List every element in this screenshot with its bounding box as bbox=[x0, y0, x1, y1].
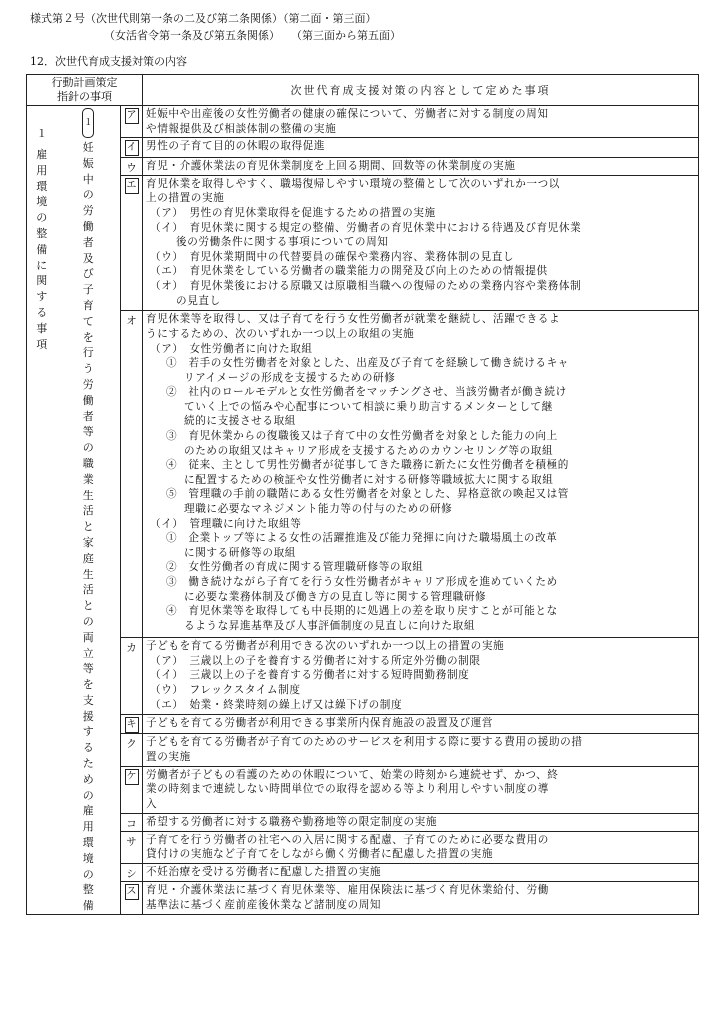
item-text-line: （イ） 三歳以上の子を養育する労働者に対する短時間勤務制度 bbox=[150, 669, 470, 682]
item-mark-cell bbox=[121, 311, 143, 638]
item-text-line: の見直し bbox=[176, 294, 221, 307]
item-text-line: 貸付けの実施など子育てをしながら働く労働者に配慮した措置の実施 bbox=[146, 848, 494, 861]
table-row bbox=[27, 138, 699, 157]
item-mark: シ bbox=[126, 868, 137, 881]
table-row bbox=[27, 106, 699, 138]
category-label: 雇 用 環 境 の 整 備 に 関 す る 事 項 bbox=[36, 148, 48, 351]
item-text-line: リアイメージの形成を支援するための研修 bbox=[184, 371, 396, 384]
item-text-line: ⑤ 管理職の手前の職階にある女性労働者を対象とした、昇格意欲の喚起又は管 bbox=[166, 488, 569, 501]
item-text-line: 続的に支援させる取組 bbox=[184, 415, 296, 428]
item-text-line: うにするための、次のいずれか一つ以上の取組の実施 bbox=[146, 327, 415, 340]
item-text-line: （エ） 育児休業をしている労働者の職業能力の開発及び向上のための情報提供 bbox=[150, 265, 548, 278]
item-text-line: 後の労働条件に関する事項についての周知 bbox=[176, 236, 389, 249]
subcategory-cell bbox=[57, 106, 121, 915]
item-mark-boxed: キ bbox=[125, 717, 139, 733]
item-text-line: 子どもを育てる労働者が利用できる事業所内保育施設の設置及び運営 bbox=[146, 716, 494, 729]
table-row bbox=[27, 864, 699, 882]
item-mark-boxed: ス bbox=[125, 884, 139, 900]
item-text-line: 子どもを育てる労働者が利用できる次のいずれか一つ以上の措置の実施 bbox=[146, 640, 505, 653]
table-row bbox=[27, 766, 699, 813]
subcategory-label: 妊 娠 中 の 労 働 者 及 び 子 育 て を 行 う 労 働 者 等 の 職 業 生 活 と 家 庭 生 活 と の 両 立 等 を 支 援 す る た め の 雇 用 環 境 の 整 備 bbox=[82, 141, 94, 913]
item-mark: オ bbox=[126, 315, 137, 328]
item-text-line: （ウ） フレックスタイム制度 bbox=[150, 684, 301, 697]
item-content-cell bbox=[143, 813, 699, 831]
item-mark-cell bbox=[121, 638, 143, 715]
table-row bbox=[27, 714, 699, 733]
item-text-line: （ア） 男性の育児休業取得を促進するための措置の実施 bbox=[150, 206, 436, 219]
item-text-line: （オ） 育児休業後における原職又は原職相当職への復帰のための業務内容や業務体制 bbox=[150, 279, 582, 292]
item-text-line: ② 女性労働者の育成に関する管理職研修等の取組 bbox=[166, 561, 424, 574]
guideline-header-line1: 行動計画策定 bbox=[51, 76, 118, 89]
item-text-line: （イ） 育児休業に関する規定の整備、労働者の育児休業中における待遇及び育児休業 bbox=[150, 221, 582, 234]
table-row bbox=[27, 882, 699, 915]
guideline-header-line2: 指針の事項 bbox=[57, 90, 112, 103]
item-mark-cell bbox=[121, 157, 143, 175]
item-mark-cell bbox=[121, 831, 143, 863]
item-mark-cell bbox=[121, 813, 143, 831]
table-row bbox=[27, 157, 699, 175]
table-row bbox=[27, 734, 699, 766]
item-mark: コ bbox=[126, 817, 137, 830]
item-mark-cell bbox=[121, 766, 143, 813]
subcategory-number: １ bbox=[82, 108, 94, 138]
table-header-row bbox=[27, 75, 699, 106]
item-content-cell bbox=[143, 175, 699, 311]
item-mark: カ bbox=[126, 642, 137, 655]
item-text-line: 子どもを育てる労働者が子育てのためのサービスを利用する際に要する費用の援助の措 bbox=[146, 736, 583, 749]
item-text-line: （イ） 管理職に向けた取組等 bbox=[150, 517, 302, 530]
item-text-line: 不妊治療を受ける労働者に配慮した措置の実施 bbox=[146, 866, 382, 879]
item-mark-cell bbox=[121, 864, 143, 882]
item-text-line: や情報提供及び相談体制の整備の実施 bbox=[146, 122, 337, 135]
item-text-line: ③ 育児休業からの復職後又は子育て中の女性労働者を対象とした能力の向上 bbox=[166, 430, 558, 443]
item-mark-cell bbox=[121, 734, 143, 766]
item-text-line: ② 社内のロールモデルと女性労働者をマッチングさせ、当該労働者が働き続け bbox=[166, 386, 567, 399]
item-text-line: （エ） 始業・終業時刻の繰上げ又は繰下げの制度 bbox=[150, 698, 403, 711]
item-content-cell bbox=[143, 311, 699, 638]
item-text-line: 子育てを行う労働者の社宅への入居に関する配慮、子育てのために必要な費用の bbox=[146, 833, 549, 846]
item-mark-cell bbox=[121, 882, 143, 915]
item-mark-cell bbox=[121, 175, 143, 311]
item-text-line: るような昇進基準及び人事評価制度の見直しに向けた取組 bbox=[184, 619, 476, 632]
item-text-line: （ア） 三歳以上の子を養育する労働者に対する所定外労働の制限 bbox=[150, 654, 481, 667]
item-mark-boxed: エ bbox=[125, 178, 139, 194]
table-row bbox=[27, 638, 699, 715]
item-content-cell bbox=[143, 714, 699, 733]
item-content-cell bbox=[143, 106, 699, 138]
item-text-line: 入 bbox=[146, 797, 158, 810]
category-cell bbox=[27, 106, 57, 915]
item-text-line: （ア） 女性労働者に向けた取組 bbox=[150, 342, 313, 355]
item-content-cell bbox=[143, 638, 699, 715]
item-mark-boxed: イ bbox=[125, 140, 139, 156]
item-text-line: 置の実施 bbox=[146, 750, 191, 763]
item-text-line: 育児・介護休業法の育児休業制度を上回る期間、回数等の休業制度の実施 bbox=[146, 159, 516, 172]
table-row bbox=[27, 831, 699, 863]
category-number: １ bbox=[36, 128, 48, 140]
item-text-line: （ウ） 育児休業期間中の代替要員の確保や業務内容、業務体制の見直し bbox=[150, 250, 515, 263]
item-mark: サ bbox=[126, 835, 137, 848]
item-content-cell bbox=[143, 864, 699, 882]
item-mark-cell bbox=[121, 138, 143, 157]
item-mark-cell bbox=[121, 106, 143, 138]
form-number-line: 様式第２号（次世代則第一条の二及び第二条関係）（第二面・第三面） bbox=[30, 12, 377, 25]
item-text-line: 希望する労働者に対する職務や勤務地等の限定制度の実施 bbox=[146, 815, 438, 828]
item-mark-cell bbox=[121, 714, 143, 733]
item-text-line: に配置するための検証や女性労働者に対する研修等職域拡大に関する取組 bbox=[184, 473, 554, 486]
item-text-line: 上の措置の実施 bbox=[146, 192, 225, 205]
item-text-line: 男性の子育て目的の休暇の取得促進 bbox=[146, 140, 326, 153]
item-text-line: ていく上での悩みや心配事について相談に乗り助言するメンターとして継 bbox=[184, 400, 553, 413]
item-content-cell bbox=[143, 734, 699, 766]
item-mark: ウ bbox=[126, 161, 137, 174]
item-mark: ク bbox=[126, 738, 137, 751]
item-text-line: ④ 従来、主として男性労働者が従事してきた職務に新たに女性労働者を積極的 bbox=[166, 459, 569, 472]
item-content-cell bbox=[143, 766, 699, 813]
item-text-line: 育児休業を取得しやすく、職場復帰しやすい環境の整備として次のいずれか一つ以 bbox=[146, 177, 560, 190]
table-row bbox=[27, 175, 699, 311]
guideline-header-cell bbox=[27, 75, 143, 106]
section-title: 12．次世代育成支援対策の内容 bbox=[30, 55, 187, 68]
item-mark-boxed: ケ bbox=[125, 769, 139, 785]
item-mark-boxed: ア bbox=[125, 108, 139, 124]
item-text-line: ① 企業トップ等による女性の活躍推進及び能力発揮に向けた職場風土の改革 bbox=[166, 532, 558, 545]
item-text-line: 育児休業等を取得し、又は子育てを行う女性労働者が就業を継続し、活躍できるよ bbox=[146, 313, 561, 326]
table-row bbox=[27, 813, 699, 831]
item-text-line: 業の時刻まで連続しない時間単位での取得を認める等より利用しやすい制度の導 bbox=[146, 783, 549, 796]
item-text-line: 育児・介護休業法に基づく育児休業等、雇用保険法に基づく育児休業給付、労働 bbox=[146, 884, 549, 897]
item-text-line: に必要な業務体制及び働き方の見直し等に関する管理職研修 bbox=[184, 590, 487, 603]
item-text-line: ④ 育児休業等を取得しても中長期的に処遇上の差を取り戻すことが可能とな bbox=[166, 605, 558, 618]
item-text-line: ① 若手の女性労働者を対象とした、出産及び子育てを経験して働き続けるキャ bbox=[166, 357, 569, 370]
item-content-cell bbox=[143, 138, 699, 157]
item-text-line: 労働者が子どもの看護のための休暇について、始業の時刻から連続せず、かつ、終 bbox=[146, 768, 559, 781]
item-content-cell bbox=[143, 157, 699, 175]
item-text-line: 基準法に基づく産前産後休業など諸制度の周知 bbox=[146, 899, 382, 912]
table-row bbox=[27, 311, 699, 638]
item-text-line: 妊娠中や出産後の女性労働者の健康の確保について、労働者に対する制度の周知 bbox=[146, 108, 549, 120]
item-text-line: に関する研修等の取組 bbox=[184, 546, 296, 559]
measures-table bbox=[26, 74, 699, 915]
item-content-cell bbox=[143, 882, 699, 915]
item-content-cell bbox=[143, 831, 699, 863]
form-subline: （女活省令第一条及び第五条関係） （第三面から第五面） bbox=[104, 29, 401, 42]
content-header-cell: 次世代育成支援対策の内容として定めた事項 bbox=[143, 75, 699, 106]
item-text-line: のための取組又はキャリア形成を支援するためのカウンセリング等の取組 bbox=[184, 444, 554, 457]
item-text-line: 理職に必要なマネジメント能力等の付与のための研修 bbox=[184, 503, 453, 516]
item-text-line: ③ 働き続けながら子育てを行う女性労働者がキャリア形成を進めていくため bbox=[166, 576, 558, 588]
